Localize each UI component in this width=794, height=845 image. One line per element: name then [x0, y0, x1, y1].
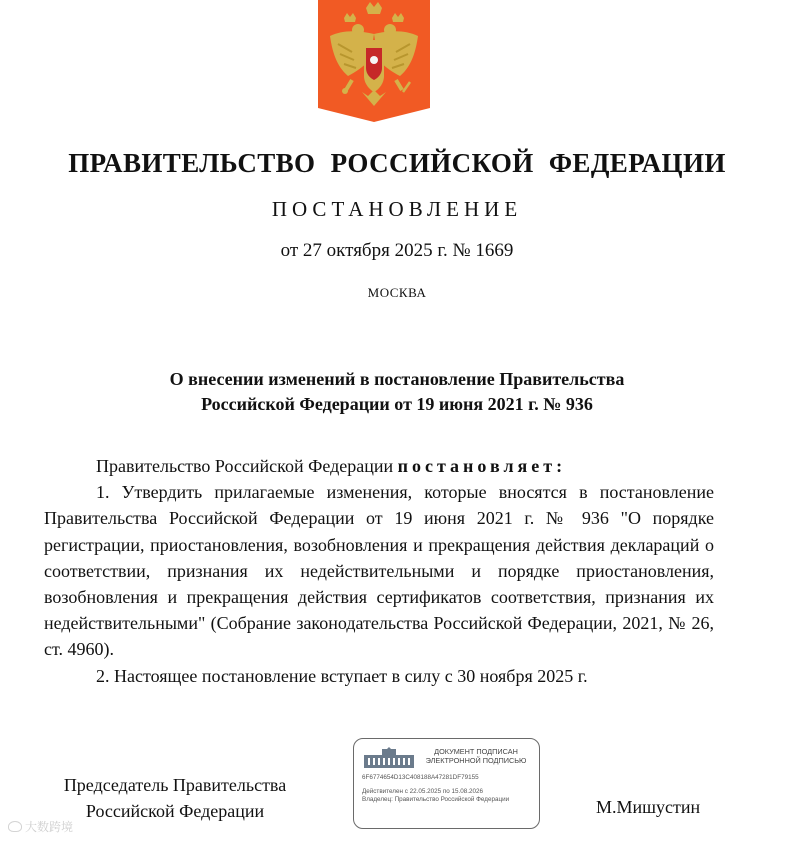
city: МОСКВА	[367, 285, 427, 300]
preamble-action: постановляет:	[397, 456, 567, 476]
item-1: 1. Утвердить прилагаемые изменения, которые вносятся в постановление Правительства Российской Федерации от 19 июня 2021 г. № 936 "О порядке регистрации, приостановления, возобновления и прекращения действия деклараций о соответствии, признания их недействительными и порядке приостановления, возобновления и прекращения действия сертификатов соответствия, признания их недействительными" (Собрание законодательства Российской Федерации, 2021, № 26, ст. 4960).	[44, 482, 714, 660]
preamble-text: Правительство Российской Федерации	[96, 456, 398, 476]
signer-title	[44, 772, 306, 824]
stamp-heading-line-2: ЭЛЕКТРОННОЙ ПОДПИСЬЮ	[425, 756, 527, 765]
certificate-validity: Действителен с 22.05.2025 по 15.08.2026	[362, 788, 484, 795]
stamp-heading	[416, 747, 536, 765]
government-title: ПРАВИТЕЛЬСТВО РОССИЙСКОЙ ФЕДЕРАЦИИ	[68, 148, 726, 178]
certificate-owner: Владелец: Правительство Российской Федерации	[362, 796, 510, 803]
signer-title-line-2: Российской Федерации	[85, 801, 265, 821]
decree-subject	[60, 367, 734, 417]
watermark	[8, 818, 73, 835]
kremlin-building-icon	[362, 747, 416, 769]
stamp-heading-line-1: ДОКУМЕНТ ПОДПИСАН	[434, 747, 518, 756]
electronic-signature-stamp	[353, 738, 540, 829]
preamble	[44, 453, 714, 479]
subject-line-2: Российской Федерации от 19 июня 2021 г. № 936	[201, 394, 593, 414]
document-kind: ПОСТАНОВЛЕНИЕ	[271, 197, 523, 221]
decree-body	[44, 453, 714, 689]
certificate-serial: 6F6774654D13C408188A47281DF79155	[362, 774, 479, 781]
decree-date-number: от 27 октября 2025 г. № 1669	[280, 240, 514, 261]
signer-title-line-1: Председатель Правительства	[63, 775, 287, 795]
coat-of-arms-icon	[318, 0, 430, 122]
item-2: 2. Настоящее постановление вступает в силу с 30 ноября 2025 г.	[96, 665, 588, 686]
watermark-logo-icon	[8, 821, 22, 832]
signer-name: М.Мишустин	[596, 797, 701, 817]
subject-line-1: О внесении изменений в постановление Правительства	[169, 369, 625, 389]
watermark-text: 大数跨境	[25, 820, 74, 834]
